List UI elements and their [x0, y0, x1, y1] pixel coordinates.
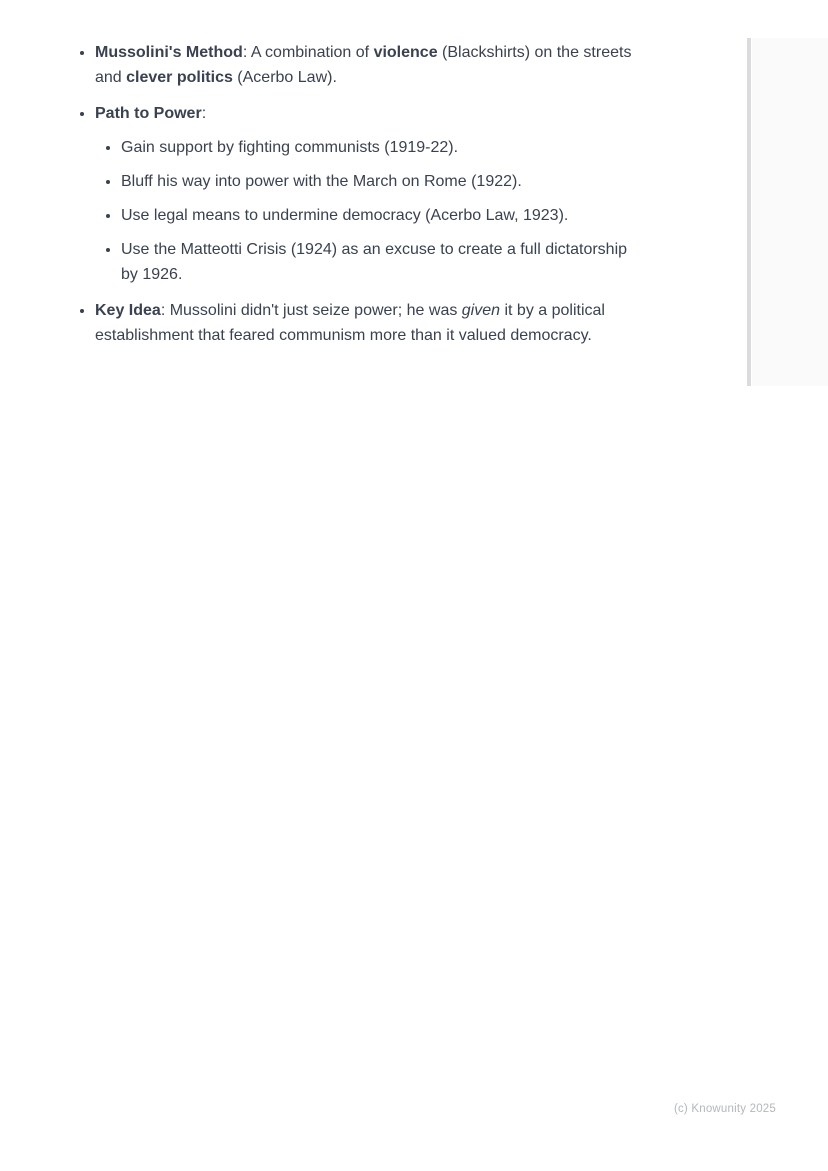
italic-term-given: given — [461, 302, 501, 319]
text-segment: : A combination of — [242, 44, 374, 61]
next-page-preview — [752, 38, 828, 386]
sub-list-item-march-on-rome: • Bluff his way into power with the March on Rome (1922). — [121, 169, 637, 194]
path-to-power-sublist — [95, 135, 637, 287]
bold-term-path-to-power: Path to Power — [95, 105, 202, 122]
text-segment: it by a political establishment that feared communism more than it valued democracy. — [95, 302, 605, 344]
text-segment: : — [201, 105, 207, 122]
text-segment: (Blackshirts) on the streets and — [95, 44, 632, 86]
list-item-path-to-power — [95, 101, 637, 287]
sub-list-item-matteotti-crisis: • Use the Matteotti Crisis (1924) as an excuse to create a full dictatorship by 1926. — [121, 237, 637, 287]
bold-term-key-idea: Key Idea — [95, 302, 161, 319]
sub-list-item-acerbo-law: • Use legal means to undermine democracy (Acerbo Law, 1923). — [121, 203, 637, 228]
bold-term-violence: violence — [373, 44, 438, 61]
scrollbar[interactable] — [747, 38, 751, 386]
notes-content — [75, 40, 637, 348]
list-item-key-idea — [95, 298, 637, 348]
bold-term-mussolinis-method: Mussolini's Method — [95, 44, 243, 61]
notes-list — [75, 40, 637, 348]
list-item-mussolinis-method — [95, 40, 637, 90]
sub-list-item-fighting-communists: • Gain support by fighting communists (1919-22). — [121, 135, 637, 160]
bold-term-clever-politics: clever politics — [126, 69, 233, 86]
text-segment: (Acerbo Law). — [232, 69, 337, 86]
copyright-notice: (c) Knowunity 2025 — [673, 1103, 776, 1115]
text-segment: : Mussolini didn't just seize power; he was — [160, 302, 462, 319]
